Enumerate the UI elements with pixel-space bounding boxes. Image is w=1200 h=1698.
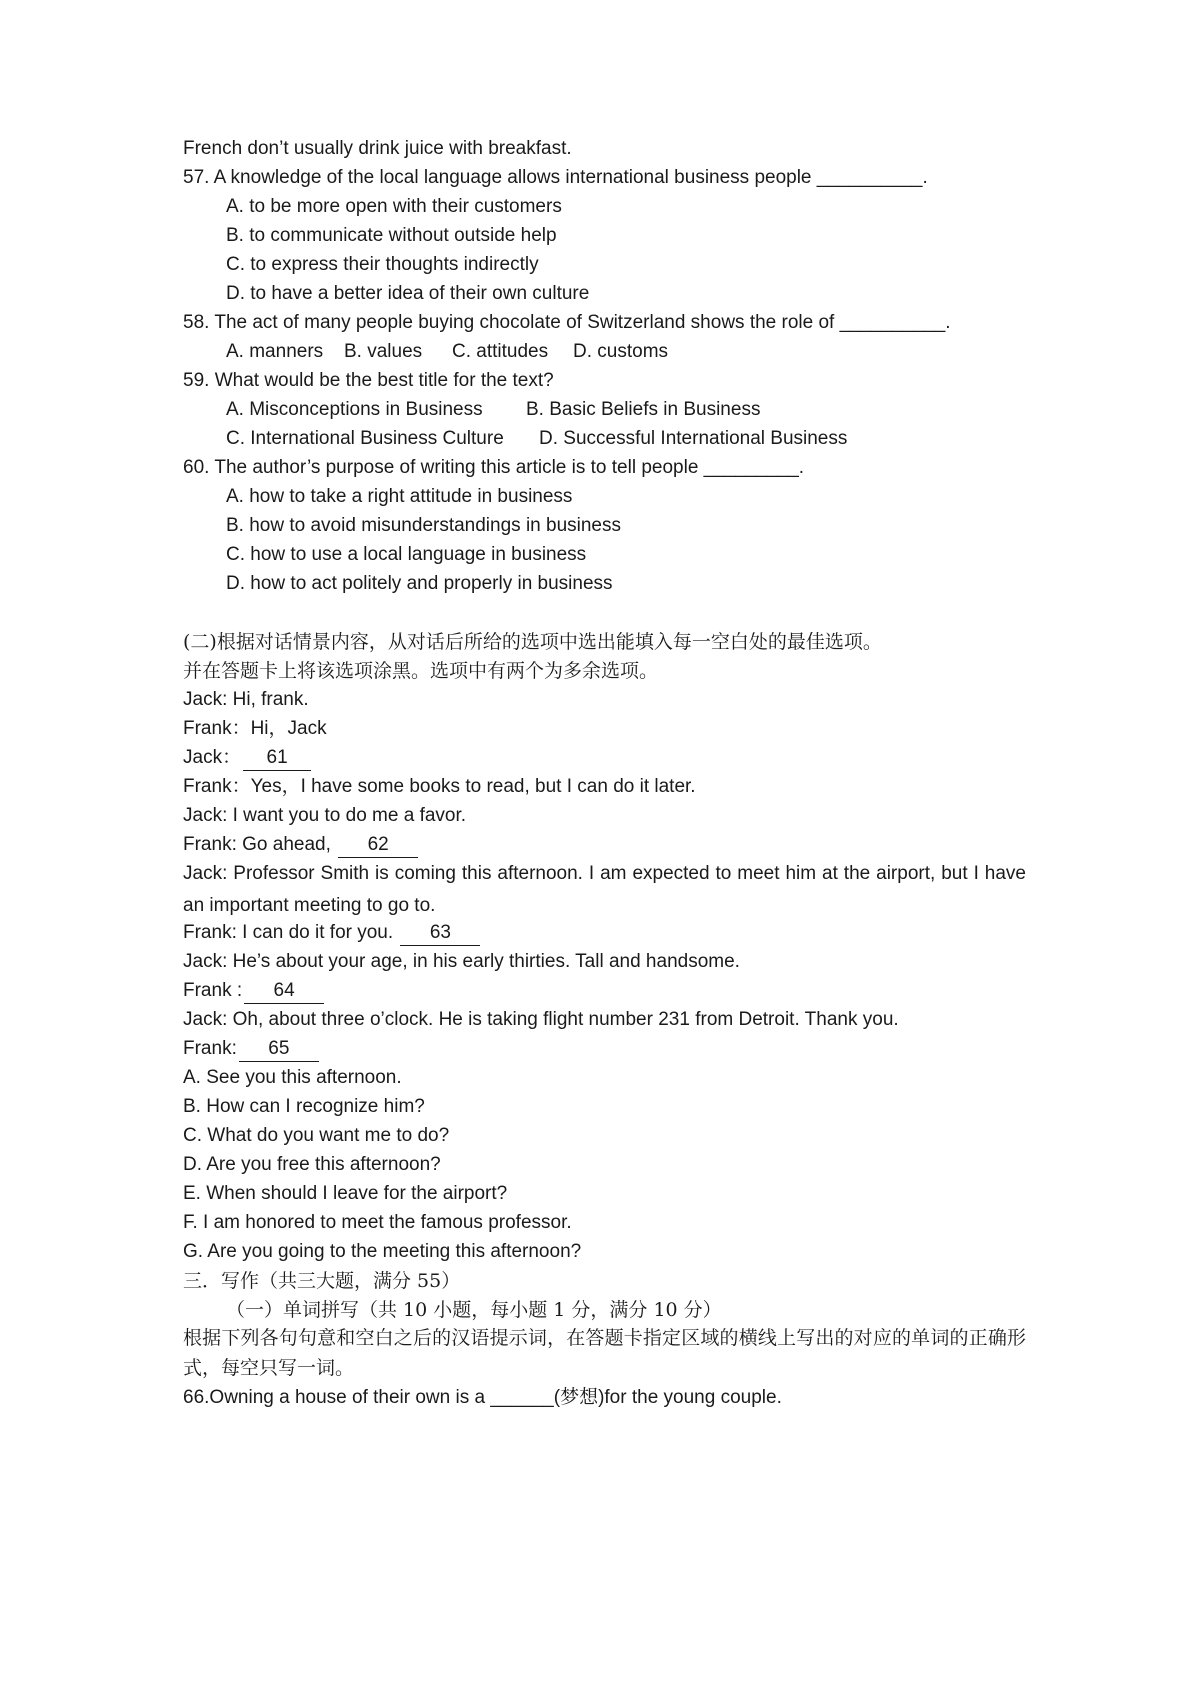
question-58-option-d: D. customs	[573, 341, 669, 362]
question-59-stem: 59. What would be the best title for the text?	[183, 370, 554, 391]
answer-blank-65[interactable]: 65	[239, 1037, 319, 1062]
dialogue-choice-g: G. Are you going to the meeting this afternoon?	[183, 1241, 582, 1262]
answer-blank-63[interactable]: 63	[400, 921, 480, 946]
spelling-instruction: 根据下列各句句意和空白之后的汉语提示词，在答题卡指定区域的横线上写出的对应的单词的正确形式，每空只写一词。	[183, 1327, 1026, 1379]
question-58-option-c: C. attitudes	[452, 341, 549, 362]
dialogue-choice-a: A. See you this afternoon.	[183, 1067, 402, 1088]
dialogue-instruction-2: 并在答题卡上将该选项涂黑。选项中有两个为多余选项。	[183, 660, 659, 682]
question-58-options-row	[226, 336, 668, 368]
dialogue-line: Jack: Professor Smith is coming this afternoon. I am expected to meet him at the airport, but I have an important meeting to go to.	[183, 863, 1026, 916]
question-59-option-c: C. International Business Culture	[226, 428, 504, 449]
dialogue-speaker: Frank: I can do it for you.	[183, 922, 399, 943]
question-59-option-b: B. Basic Beliefs in Business	[526, 399, 761, 420]
question-59-option-a: A. Misconceptions in Business	[226, 399, 483, 420]
answer-blank-61[interactable]: 61	[243, 746, 311, 771]
dialogue-line: Jack: I want you to do me a favor.	[183, 805, 467, 826]
dialogue-choice-d: D. Are you free this afternoon?	[183, 1154, 441, 1175]
question-57-option-b: B. to communicate without outside help	[226, 225, 557, 246]
question-60-option-d: D. how to act politely and properly in business	[226, 573, 613, 594]
dialogue-choice-c: C. What do you want me to do?	[183, 1125, 450, 1146]
dialogue-line: Jack: Hi, frank.	[183, 689, 309, 710]
question-58-option-b: B. values	[344, 341, 423, 362]
dialogue-line-with-blank	[183, 917, 480, 949]
dialogue-choice-f: F. I am honored to meet the famous professor.	[183, 1212, 572, 1233]
question-59-options-row-1	[226, 394, 760, 426]
dialogue-line-with-blank	[183, 742, 311, 774]
question-57-option-a: A. to be more open with their customers	[226, 196, 562, 217]
question-60-stem: 60. The author’s purpose of writing this article is to tell people _________.	[183, 457, 805, 478]
question-60-option-a: A. how to take a right attitude in business	[226, 486, 573, 507]
dialogue-speaker: Frank :	[183, 980, 243, 1001]
question-57-stem: 57. A knowledge of the local language allows international business people __________.	[183, 167, 928, 188]
dialogue-line: Jack: Oh, about three o’clock. He is taking flight number 231 from Detroit. Thank you.	[183, 1009, 899, 1030]
passage-end-line: French don’t usually drink juice with breakfast.	[183, 138, 572, 159]
dialogue-speaker: Jack：	[183, 747, 242, 768]
dialogue-instruction-1: (二)根据对话情景内容，从对话后所给的选项中选出能填入每一空白处的最佳选项。	[183, 631, 882, 653]
dialogue-choice-b: B. How can I recognize him?	[183, 1096, 425, 1117]
dialogue-line: Frank：Hi，Jack	[183, 718, 327, 739]
dialogue-choice-e: E. When should I leave for the airport?	[183, 1183, 508, 1204]
dialogue-line-with-blank	[183, 829, 418, 861]
answer-blank-62[interactable]: 62	[338, 833, 418, 858]
spelling-subheading: （一）单词拼写（共 10 小题，每小题 1 分，满分 10 分）	[226, 1299, 722, 1321]
question-59-option-d: D. Successful International Business	[539, 428, 848, 449]
question-57-option-d: D. to have a better idea of their own culture	[226, 283, 590, 304]
question-58-option-a: A. manners	[226, 341, 324, 362]
question-58-stem: 58. The act of many people buying chocolate of Switzerland shows the role of __________.	[183, 312, 951, 333]
question-66: 66.Owning a house of their own is a ______(梦想)for the young couple.	[183, 1387, 782, 1408]
question-60-option-c: C. how to use a local language in business	[226, 544, 587, 565]
dialogue-line: Frank：Yes，I have some books to read, but I can do it later.	[183, 776, 696, 797]
dialogue-line-with-blank	[183, 1033, 319, 1065]
question-57-option-c: C. to express their thoughts indirectly	[226, 254, 539, 275]
dialogue-speaker: Frank: Go ahead,	[183, 834, 337, 855]
writing-section-heading: 三．写作（共三大题，满分 55）	[183, 1270, 461, 1292]
question-60-option-b: B. how to avoid misunderstandings in business	[226, 515, 622, 536]
dialogue-line: Jack: He’s about your age, in his early thirties. Tall and handsome.	[183, 951, 740, 972]
dialogue-line-with-blank	[183, 975, 324, 1007]
answer-blank-64[interactable]: 64	[244, 979, 324, 1004]
dialogue-speaker: Frank:	[183, 1038, 237, 1059]
question-59-options-row-2	[226, 423, 847, 455]
